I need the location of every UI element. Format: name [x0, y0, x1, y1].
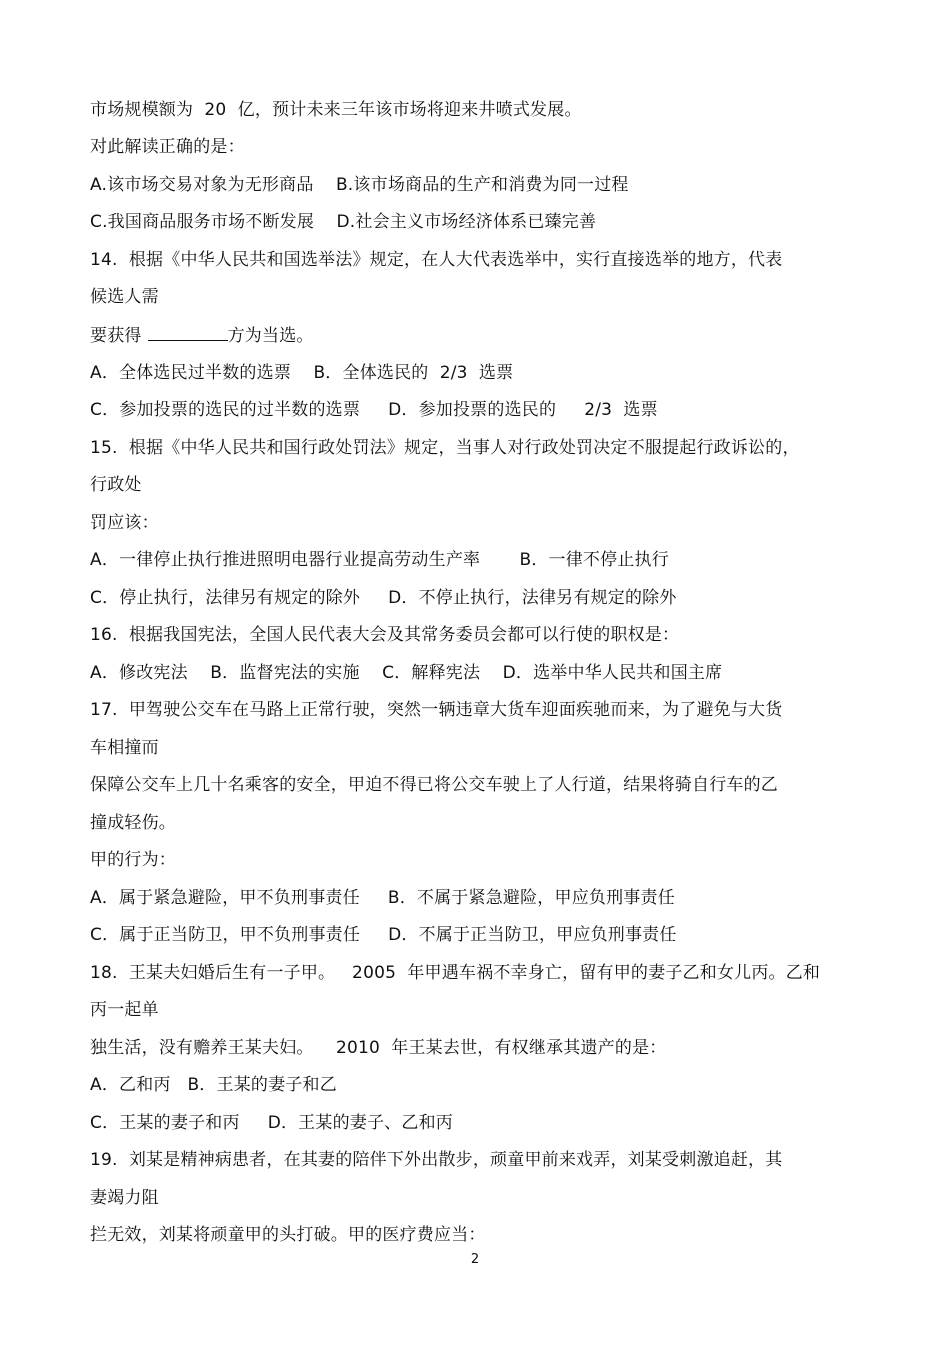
text-line: 市场规模额为 20 亿，预计未来三年该市场将迎来井喷式发展。: [90, 100, 582, 120]
question-14: 14. 根据《中华人民共和国选举法》规定，在人大代表选举中，实行直接选举的地方，代表: [90, 250, 783, 270]
page-number: 2: [470, 1252, 480, 1267]
text-line: 拦无效，刘某将顽童甲的头打破。甲的医疗费应当：: [90, 1225, 486, 1245]
option-line: A．一律停止执行推进照明电器行业提高劳动生产率 B．一律不停止执行: [90, 550, 669, 570]
text-segment: 要获得: [90, 326, 142, 346]
option-line: C．王某的妻子和丙 D．王某的妻子、乙和丙: [90, 1113, 453, 1133]
option-line: A．乙和丙 B．王某的妻子和乙: [90, 1075, 337, 1095]
text-line: 保障公交车上几十名乘客的安全，甲迫不得已将公交车驶上了人行道，结果将骑自行车的乙: [90, 775, 778, 795]
question-19: 19. 刘某是精神病患者，在其妻的陪伴下外出散步，顽童甲前来戏弄，刘某受刺激追赶，其: [90, 1150, 783, 1170]
fill-blank-line: [90, 324, 314, 347]
text-line: 甲的行为：: [90, 850, 176, 870]
text-line: 车相撞而: [90, 738, 159, 758]
text-line: 对此解读正确的是：: [90, 137, 245, 157]
text-line: 丙一起单: [90, 1000, 159, 1020]
option-line: C．停止执行，法律另有规定的除外 D．不停止执行，法律另有规定的除外: [90, 588, 677, 608]
question-16: 16. 根据我国宪法，全国人民代表大会及其常务委员会都可以行使的职权是：: [90, 625, 680, 645]
option-line: C．属于正当防卫，甲不负刑事责任 D．不属于正当防卫，甲应负刑事责任: [90, 925, 677, 945]
text-line: 罚应该：: [90, 513, 159, 533]
option-line: A．属于紧急避险，甲不负刑事责任 B．不属于紧急避险，甲应负刑事责任: [90, 888, 675, 908]
text-line: 妻竭力阻: [90, 1188, 159, 1208]
question-17: 17. 甲驾驶公交车在马路上正常行驶，突然一辆违章大货车迎面疾驰而来，为了避免与大货: [90, 700, 783, 720]
answer-blank: [148, 324, 228, 341]
option-line: A.该市场交易对象为无形商品 B.该市场商品的生产和消费为同一过程: [90, 175, 629, 195]
text-line: 独生活，没有赡养王某夫妇。 2010 年王某去世，有权继承其遗产的是：: [90, 1038, 667, 1058]
option-line: A．全体选民过半数的选票 B．全体选民的 2/3 选票: [90, 363, 514, 383]
text-line: 撞成轻伤。: [90, 813, 176, 833]
option-line: A．修改宪法 B．监督宪法的实施 C．解释宪法 D．选举中华人民共和国主席: [90, 663, 723, 683]
option-line: C．参加投票的选民的过半数的选票 D．参加投票的选民的 2/3 选票: [90, 400, 658, 420]
question-15: 15. 根据《中华人民共和国行政处罚法》规定，当事人对行政处罚决定不服提起行政诉讼的，: [90, 438, 800, 458]
question-18: 18. 王某夫妇婚后生有一子甲。 2005 年甲遇车祸不幸身亡，留有甲的妻子乙和女儿丙。乙和: [90, 963, 821, 983]
option-line: C.我国商品服务市场不断发展 D.社会主义市场经济体系已臻完善: [90, 212, 597, 232]
text-line: 行政处: [90, 475, 142, 495]
text-line: 候选人需: [90, 287, 159, 307]
text-segment: 方为当选。: [227, 326, 314, 346]
